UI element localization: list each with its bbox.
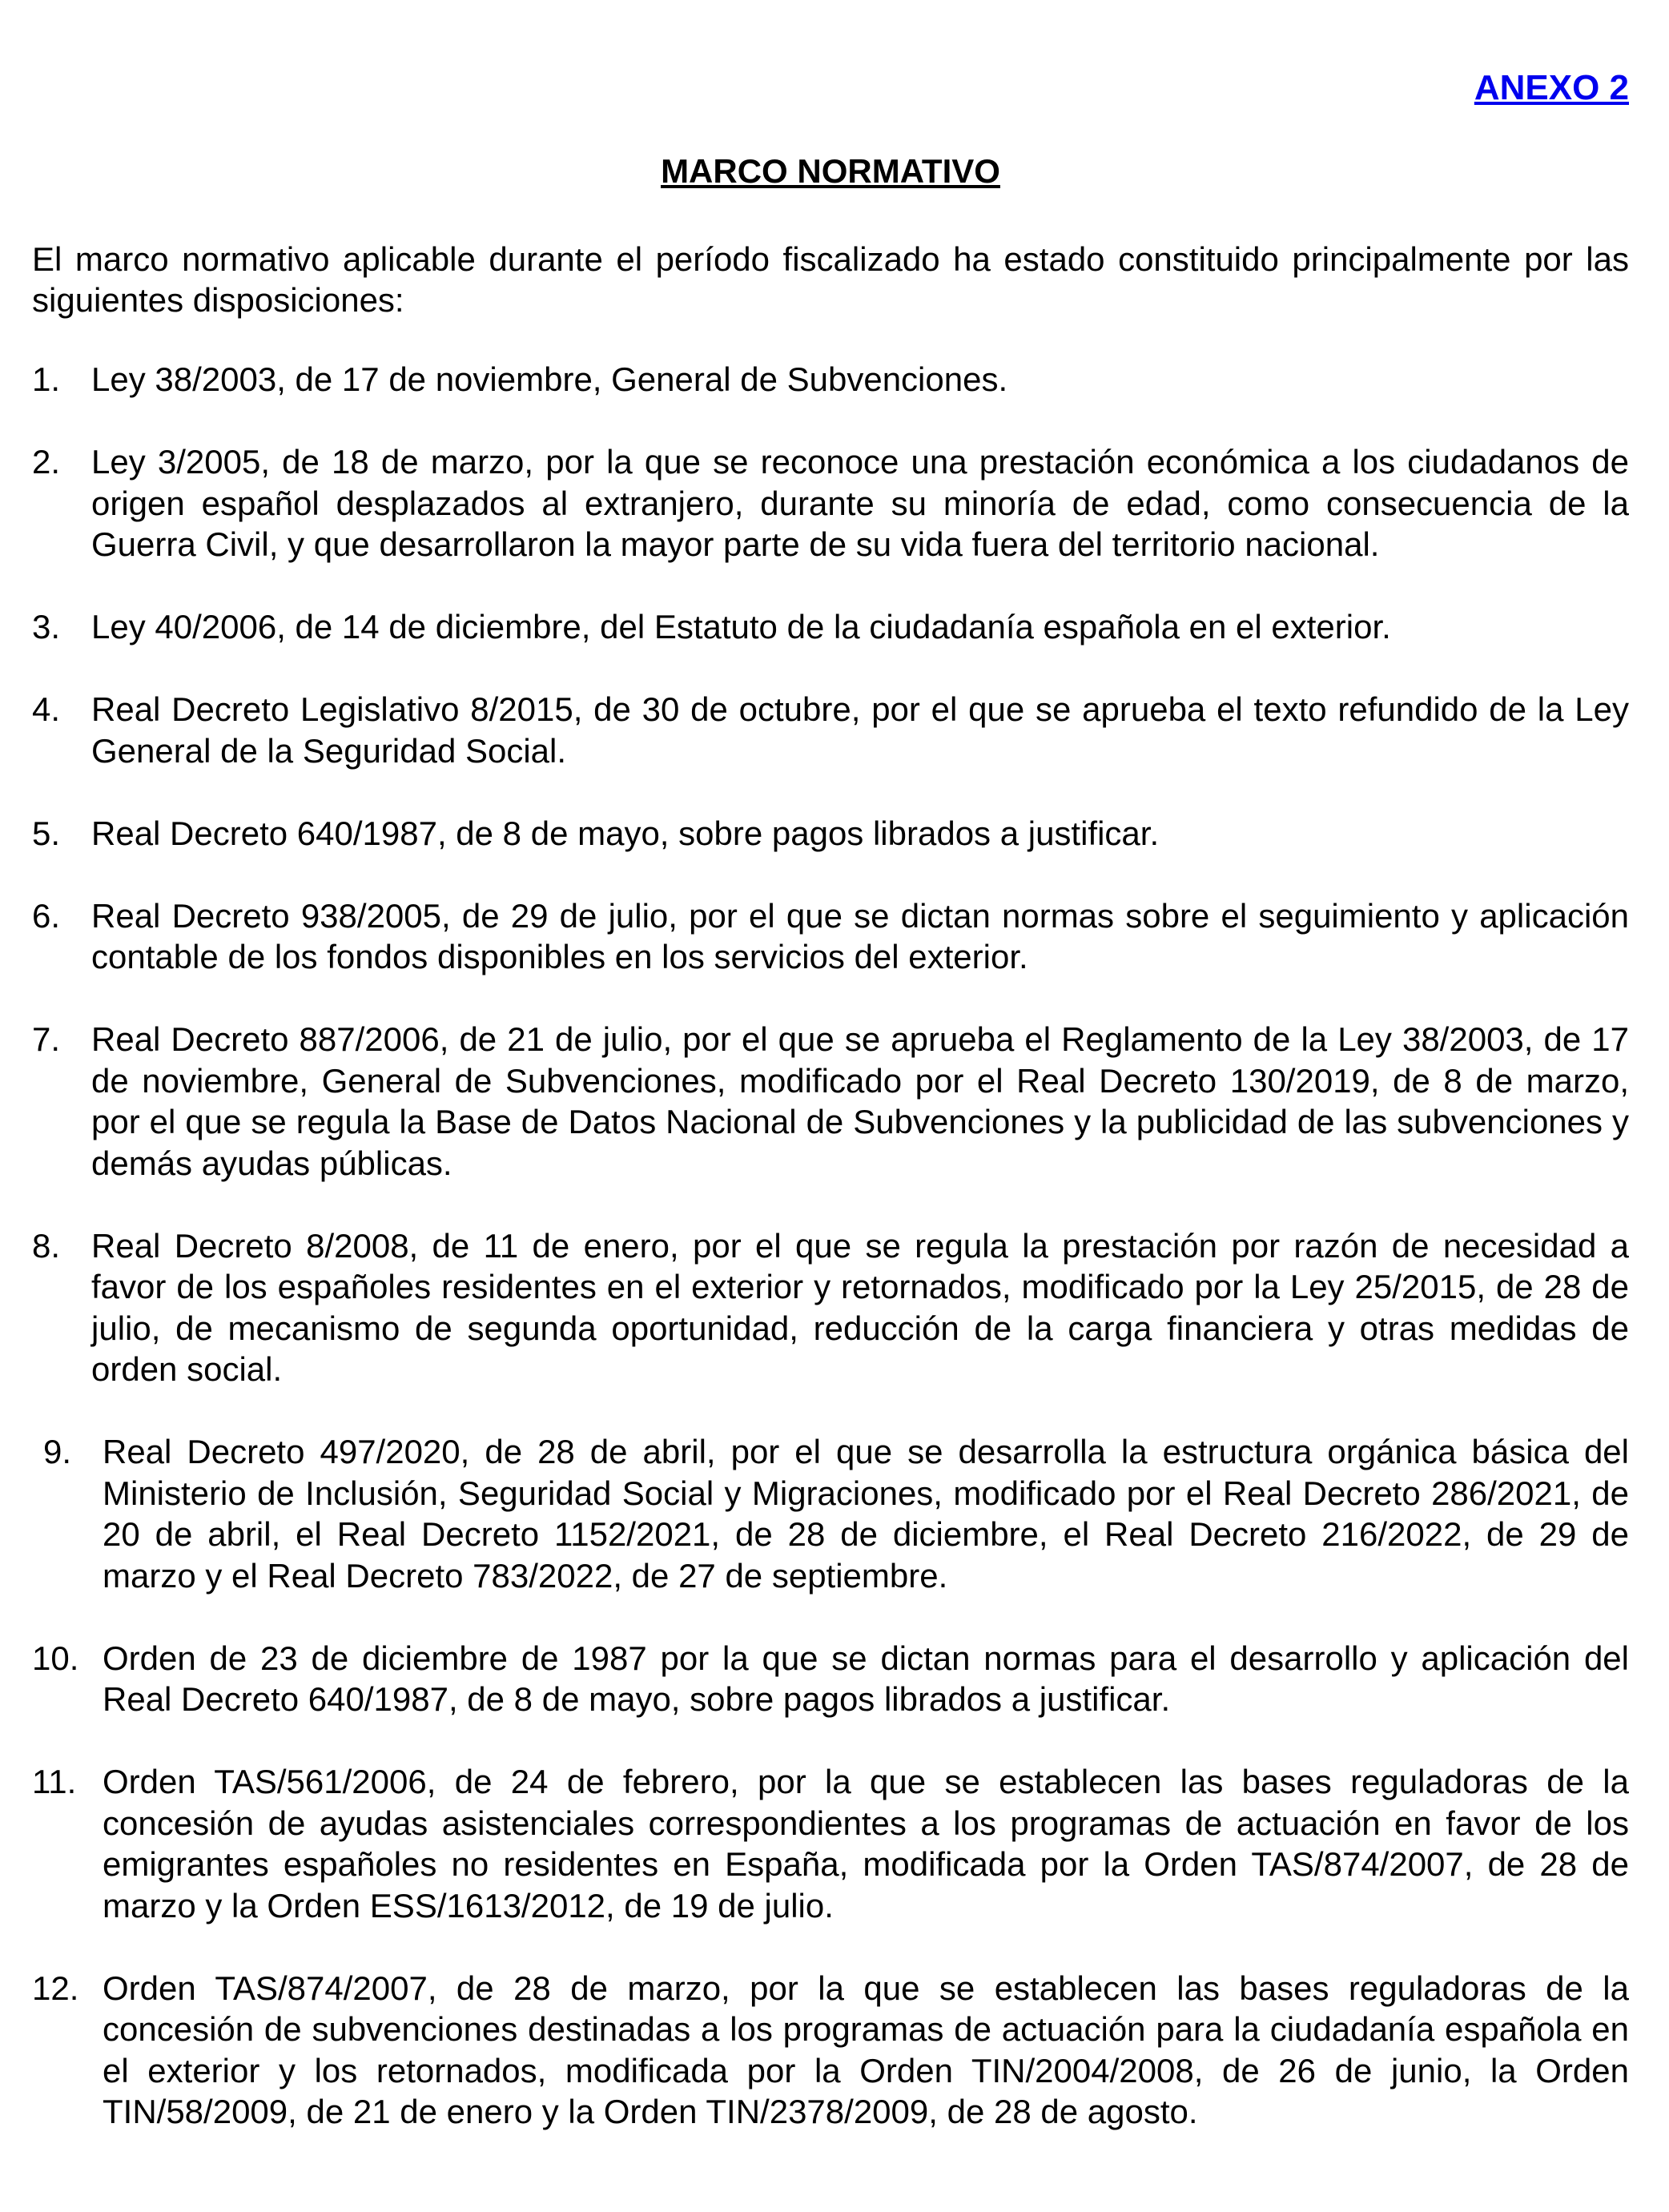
- list-item: [32, 1968, 1629, 2133]
- annex-link[interactable]: ANEXO 2: [1474, 68, 1629, 107]
- list-item: [32, 895, 1629, 978]
- list-item: [32, 1431, 1629, 1596]
- item-number: 1.: [32, 360, 61, 398]
- item-text: Real Decreto Legislativo 8/2015, de 30 de octubre, por el que se aprueba el texto refundido de la Ley General de la Seguridad Social.: [91, 690, 1629, 770]
- document-page: [32, 0, 1629, 2212]
- item-number: 6.: [32, 896, 61, 935]
- list-item: [32, 813, 1629, 855]
- item-number: 9.: [43, 1433, 72, 1470]
- item-text: Ley 3/2005, de 18 de marzo, por la que se reconoce una prestación económica a los ciudadanos de origen español desplazados al extranjero, durante su minoría de edad, como consecuencia de la Guerra Civil, y que desarrollaron la mayor parte de su vida fuera del territorio nacional.: [91, 443, 1629, 563]
- item-text: Ley 40/2006, de 14 de diciembre, del Estatuto de la ciudadanía española en el exterior.: [91, 608, 1391, 646]
- item-text: Orden de 23 de diciembre de 1987 por la que se dictan normas para el desarrollo y aplicación del Real Decreto 640/1987, de 8 de mayo, sobre pagos librados a justificar.: [103, 1639, 1629, 1718]
- page-title: MARCO NORMATIVO: [661, 152, 1000, 190]
- list-item: [32, 689, 1629, 771]
- item-text: Orden TAS/874/2007, de 28 de marzo, por la que se establecen las bases reguladoras de la concesión de subvenciones destinadas a los programas de actuación para la ciudadanía española en el exterior y los retornados, modificada por la Orden TIN/2004/2008, de 26 de junio, la Orden TIN/58/2009, de 21 de enero y la Orden TIN/2378/2009, de 28 de agosto.: [103, 1969, 1629, 2130]
- item-number: 12.: [32, 1969, 79, 2007]
- regulation-list: [32, 359, 1629, 2174]
- item-text: Real Decreto 497/2020, de 28 de abril, por el que se desarrolla la estructura orgánica básica del Ministerio de Inclusión, Seguridad Social y Migraciones, modificado por el Real Decreto 286/2021, de 20 de abril, el Real Decreto 1152/2021, de 28 de diciembre, el Real Decreto 216/2022, de 29 de marzo y el Real Decreto 783/2022, de 27 de septiembre.: [103, 1433, 1629, 1595]
- item-text: Real Decreto 8/2008, de 11 de enero, por el que se regula la prestación por razón de necesidad a favor de los españoles residentes en el exterior y retornados, modificado por la Ley 25/2015, de 28 de julio, de mecanismo de segunda oportunidad, reducción de la carga financiera y otras medidas de orden social.: [91, 1226, 1629, 1388]
- item-text: Real Decreto 938/2005, de 29 de julio, por el que se dictan normas sobre el seguimiento y aplicación contable de los fondos disponibles en los servicios del exterior.: [91, 896, 1629, 975]
- item-text: Orden TAS/561/2006, de 24 de febrero, por la que se establecen las bases reguladoras de la concesión de ayudas asistenciales correspondientes a los programas de actuación en favor de los emigrantes españoles no residentes en España, modificada por la Orden TAS/874/2007, de 28 de marzo y la Orden ESS/1613/2012, de 19 de julio.: [103, 1763, 1629, 1924]
- item-number: 4.: [32, 690, 61, 728]
- list-item: [32, 1225, 1629, 1390]
- list-item: [32, 441, 1629, 565]
- intro-paragraph: El marco normativo aplicable durante el período fiscalizado ha estado constituido principalmente por las siguientes disposiciones:: [32, 240, 1629, 319]
- list-item: [32, 1638, 1629, 1720]
- item-text: Ley 38/2003, de 17 de noviembre, General de Subvenciones.: [91, 360, 1008, 398]
- item-number: 3.: [32, 608, 61, 646]
- item-text: Real Decreto 887/2006, de 21 de julio, por el que se aprueba el Reglamento de la Ley 38/2003, de 17 de noviembre, General de Subvenciones, modificado por el Real Decreto 130/2019, de 8 de marzo, por el que se regula la Base de Datos Nacional de Subvenciones y la publicidad de las subvenciones y demás ayudas públicas.: [91, 1020, 1629, 1182]
- list-item: [32, 606, 1629, 648]
- item-text: Real Decreto 640/1987, de 8 de mayo, sobre pagos librados a justificar.: [91, 814, 1160, 852]
- item-number: 5.: [32, 814, 61, 852]
- item-number: 8.: [32, 1226, 61, 1265]
- item-number: 2.: [32, 443, 61, 481]
- list-item: [32, 1019, 1629, 1184]
- item-number: 11.: [32, 1763, 77, 1800]
- item-number: 7.: [32, 1020, 61, 1058]
- item-number: 10.: [32, 1639, 79, 1677]
- list-item: [32, 359, 1629, 400]
- list-item: [32, 1761, 1629, 1926]
